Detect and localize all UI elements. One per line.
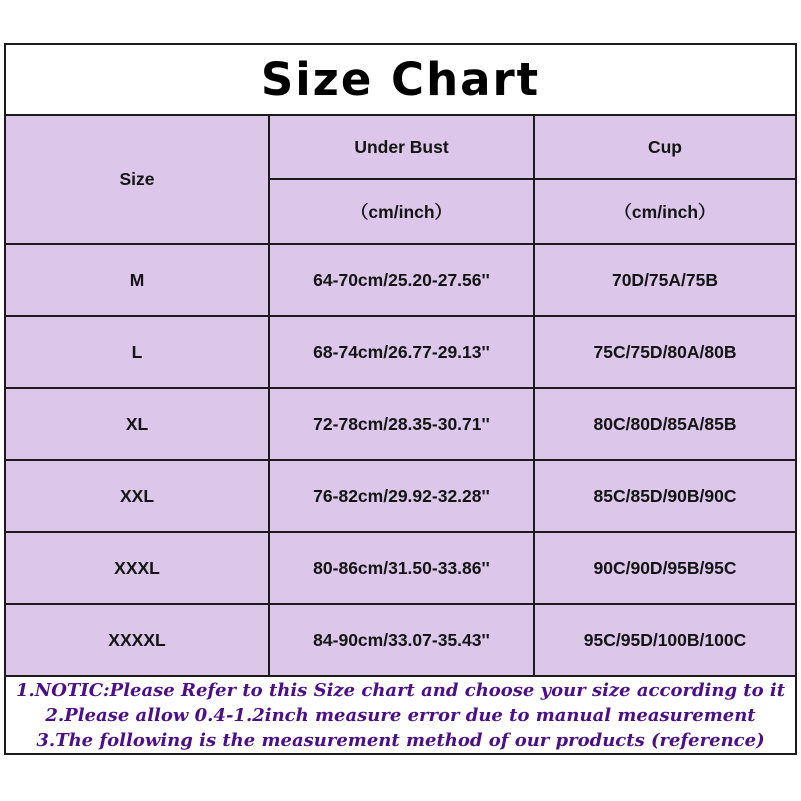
table-row — [5, 388, 796, 460]
size-chart-table — [4, 43, 797, 755]
cup-cell: 90C/90D/95B/95C — [534, 532, 796, 604]
note-line-3: 3.The following is the measurement method of our products (reference) — [36, 729, 765, 751]
cup-cell: 85C/85D/90B/90C — [534, 460, 796, 532]
table-row — [5, 460, 796, 532]
notes-cell — [5, 676, 796, 754]
note-line-2: 2.Please allow 0.4-1.2inch measure error due to manual measurement — [45, 704, 756, 726]
cup-cell: 95C/95D/100B/100C — [534, 604, 796, 676]
under-bust-cell: 72-78cm/28.35-30.71'' — [269, 388, 534, 460]
under-bust-cell: 80-86cm/31.50-33.86'' — [269, 532, 534, 604]
table-row — [5, 244, 796, 316]
size-cell: XL — [5, 388, 269, 460]
under-bust-cell: 76-82cm/29.92-32.28'' — [269, 460, 534, 532]
page-title: Size Chart — [260, 53, 541, 106]
table-row — [5, 316, 796, 388]
under-bust-cell: 68-74cm/26.77-29.13'' — [269, 316, 534, 388]
col-header-size: Size — [5, 115, 269, 244]
col-header-cup: Cup — [534, 115, 796, 179]
table-row — [5, 604, 796, 676]
cup-cell: 80C/80D/85A/85B — [534, 388, 796, 460]
note-line-1: 1.NOTIC:Please Refer to this Size chart and choose your size according to it — [15, 679, 786, 701]
cup-cell: 75C/75D/80A/80B — [534, 316, 796, 388]
col-header-under-bust: Under Bust — [269, 115, 534, 179]
size-cell: M — [5, 244, 269, 316]
under-bust-cell: 64-70cm/25.20-27.56'' — [269, 244, 534, 316]
size-cell: XXXL — [5, 532, 269, 604]
under-bust-cell: 84-90cm/33.07-35.43'' — [269, 604, 534, 676]
notes-row — [5, 676, 796, 754]
table-row — [5, 532, 796, 604]
cup-cell: 70D/75A/75B — [534, 244, 796, 316]
size-cell: XXXXL — [5, 604, 269, 676]
size-cell: XXL — [5, 460, 269, 532]
title-cell — [5, 44, 796, 115]
title-row — [5, 44, 796, 115]
unit-header-under-bust: （cm/inch） — [269, 179, 534, 244]
header-row — [5, 115, 796, 179]
unit-header-cup: （cm/inch） — [534, 179, 796, 244]
size-cell: L — [5, 316, 269, 388]
